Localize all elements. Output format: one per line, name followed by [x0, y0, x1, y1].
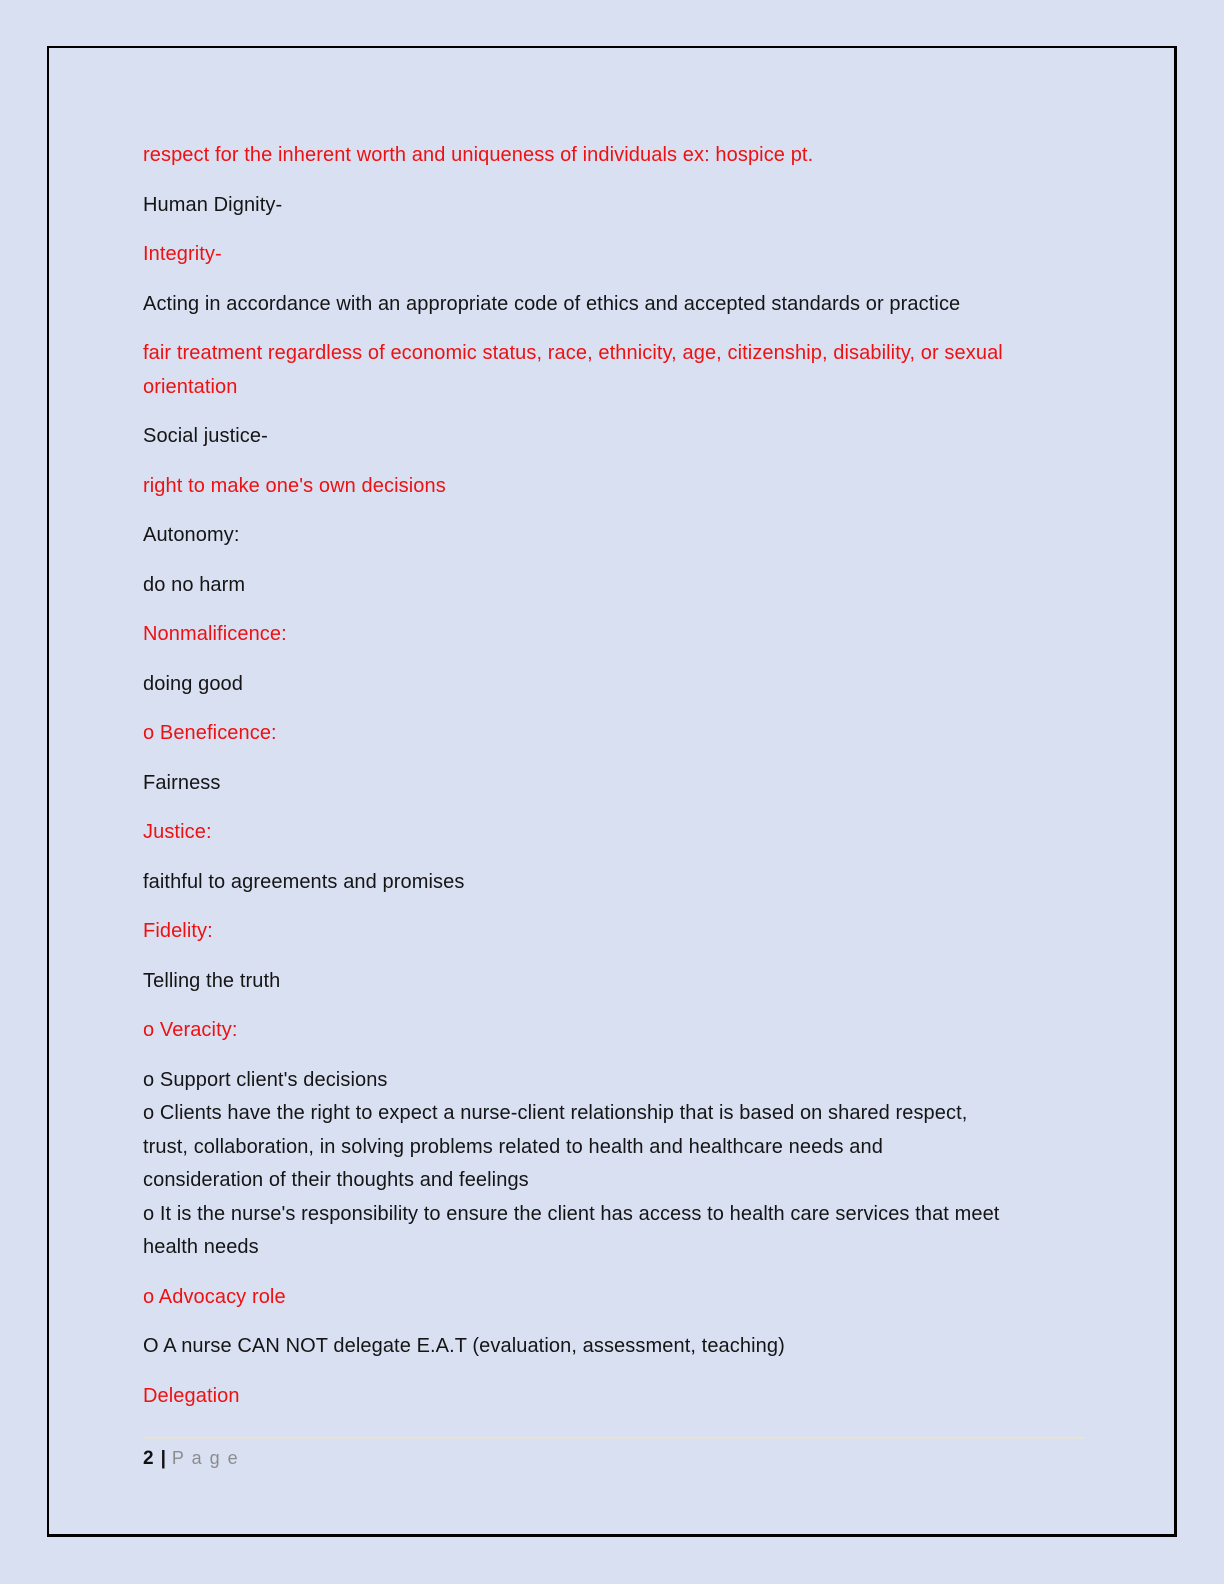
paragraph — [143, 420, 1153, 454]
paragraph-line: Justice: — [143, 821, 212, 843]
paragraph-line: Telling the truth — [143, 969, 281, 992]
paragraph-line: health needs — [143, 1236, 259, 1258]
paragraph-line: consideration of their thoughts and feelings — [143, 1169, 529, 1191]
paragraph — [143, 238, 1153, 272]
paragraph-line: o Advocacy role — [143, 1285, 286, 1308]
paragraph — [143, 288, 1153, 322]
paragraph-line: o Clients have the right to expect a nurse-client relationship that is based on shared respect, — [143, 1102, 968, 1124]
paragraph — [143, 337, 1153, 404]
paragraph-line: Fairness — [143, 771, 221, 794]
paragraph — [143, 668, 1153, 702]
paragraph-line: Integrity- — [143, 243, 222, 265]
paragraph — [143, 189, 1153, 223]
paragraph — [143, 915, 1153, 949]
paragraph-line: faithful to agreements and promises — [143, 870, 465, 893]
paragraph-line: Delegation — [143, 1384, 240, 1407]
paragraph — [143, 1330, 1153, 1364]
paragraph-line: trust, collaboration, in solving problems related to health and healthcare needs and — [143, 1135, 883, 1158]
paragraph-line: Autonomy: — [143, 524, 240, 546]
paragraph — [143, 1281, 1153, 1315]
page-number: 2 — [143, 1448, 154, 1469]
page-footer — [143, 1437, 1084, 1470]
paragraph-line: o Support client's decisions — [143, 1068, 388, 1091]
paragraph-line: doing good — [143, 672, 243, 695]
paragraph — [143, 470, 1153, 504]
paragraph-line: Social justice- — [143, 425, 268, 447]
paragraph-line: Fidelity: — [143, 920, 213, 942]
paragraph — [143, 1014, 1153, 1048]
paragraph — [143, 965, 1153, 999]
paragraph — [143, 1380, 1153, 1414]
paragraph — [143, 139, 1153, 173]
paragraph — [143, 618, 1153, 652]
paragraph-line: respect for the inherent worth and uniqueness of individuals ex: hospice pt. — [143, 144, 814, 166]
paragraph-line: Human Dignity- — [143, 193, 283, 216]
paragraph-line: right to make one's own decisions — [143, 474, 446, 497]
paragraph — [143, 767, 1153, 801]
paragraph-line: Acting in accordance with an appropriate code of ethics and accepted standards or practice — [143, 292, 961, 315]
footer-separator: | — [160, 1448, 166, 1469]
paragraph-line: O A nurse CAN NOT delegate E.A.T (evaluation, assessment, teaching) — [143, 1335, 785, 1357]
paragraph-line: o Veracity: — [143, 1019, 238, 1041]
paragraph-line: do no harm — [143, 573, 246, 596]
paragraph-line: o Beneficence: — [143, 722, 277, 744]
paragraph — [143, 717, 1153, 751]
paragraph — [143, 816, 1153, 850]
paragraph-line: fair treatment regardless of economic status, race, ethnicity, age, citizenship, disability, or sexual — [143, 342, 1003, 364]
footer-page-label: P a g e — [171, 1448, 240, 1468]
paragraph-line: o It is the nurse's responsibility to ensure the client has access to health care services that meet — [143, 1202, 1000, 1225]
paragraph — [143, 1064, 1153, 1265]
paragraph-line: orientation — [143, 375, 238, 398]
paragraph — [143, 519, 1153, 553]
paragraph-line: Nonmalificence: — [143, 623, 287, 645]
paragraph — [143, 569, 1153, 603]
paragraph — [143, 866, 1153, 900]
document-body — [143, 139, 1153, 1429]
